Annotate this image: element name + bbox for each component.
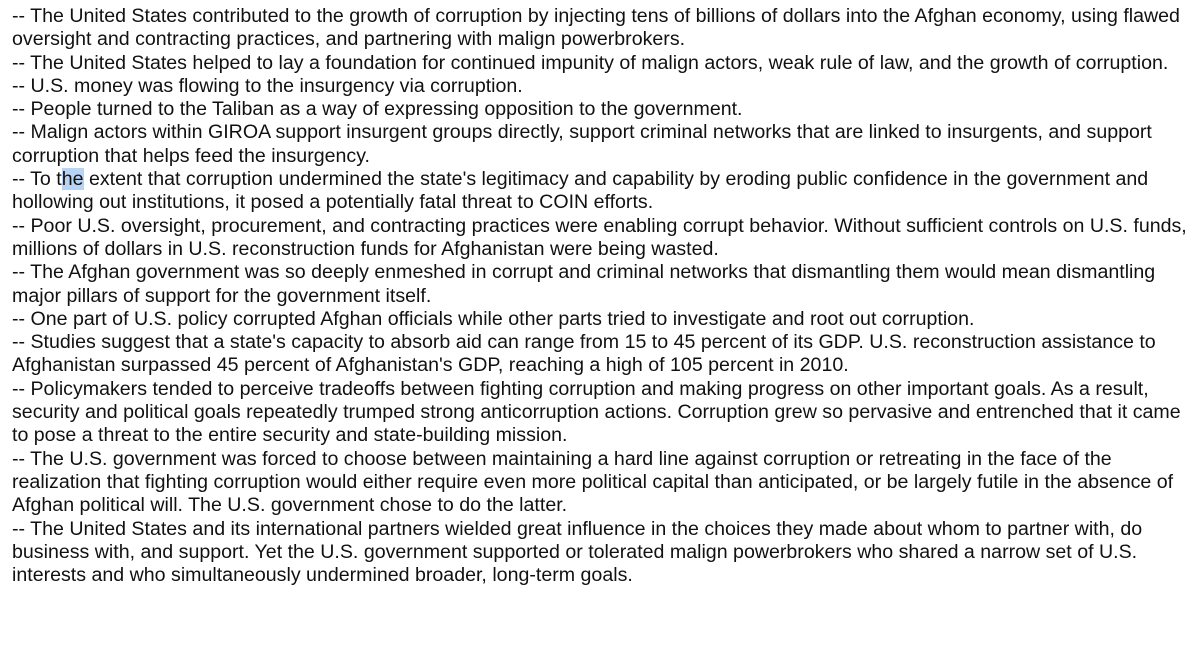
finding-item: -- The United States helped to lay a foundation for continued impunity of malign actors, weak rule of law, and the growth of corruption.: [12, 51, 1169, 74]
finding-item: -- Poor U.S. oversight, procurement, and contracting practices were enabling corrupt behavior. Without sufficient controls on U.S. funds, millions of dollars in U.S. reconstruction funds for Afghanistan were being wasted.: [12, 214, 1187, 260]
finding-item: -- The United States and its international partners wielded great influence in the choices they made about whom to partner with, do business with, and support. Yet the U.S. government supported or tolerated malign powerbrokers who shared a narrow set of U.S. interests and who simultaneously undermined broader, long-term goals.: [12, 517, 1143, 587]
text-selection-highlight[interactable]: he: [61, 168, 84, 191]
finding-item: -- One part of U.S. policy corrupted Afghan officials while other parts tried to investigate and root out corruption.: [12, 307, 975, 330]
finding-item-with-selection: [12, 168, 1192, 215]
document-text-body[interactable]: [12, 5, 1192, 587]
finding-item: -- The United States contributed to the growth of corruption by injecting tens of billions of dollars into the Afghan economy, using flawed oversight and contracting practices, and partnering with malign powerbrokers.: [12, 5, 1180, 51]
finding-item: -- The Afghan government was so deeply enmeshed in corrupt and criminal networks that dismantling them would mean dismantling major pillars of support for the government itself.: [12, 261, 1156, 307]
finding-item: -- The U.S. government was forced to choose between maintaining a hard line against corruption or retreating in the face of the realization that fighting corruption would either require even more political capital than anticipated, or be largely futile in the absence of Afghan political will. The U.S. government chose to do the latter.: [12, 447, 1174, 517]
finding-item: -- U.S. money was flowing to the insurgency via corruption.: [12, 74, 523, 97]
finding-item: -- Policymakers tended to perceive tradeoffs between fighting corruption and making progress on other important goals. As a result, security and political goals repeatedly trumped strong anticorruption actions. Corruption grew so pervasive and entrenched that it came to pose a threat to the entire security and state-building mission.: [12, 377, 1181, 447]
text-after-selection: extent that corruption undermined the state's legitimacy and capability by eroding public confidence in the government and hollowing out institutions, it posed a potentially fatal threat to COIN efforts.: [12, 168, 1149, 214]
text-before-selection: -- To t: [12, 168, 62, 191]
finding-item: -- Malign actors within GIROA support insurgent groups directly, support criminal networks that are linked to insurgents, and support corruption that helps feed the insurgency.: [12, 121, 1152, 167]
finding-item: -- Studies suggest that a state's capacity to absorb aid can range from 15 to 45 percent of its GDP. U.S. reconstruction assistance to Afghanistan surpassed 45 percent of Afghanistan's GDP, reaching a high of 105 percent in 2010.: [12, 331, 1156, 377]
finding-item: -- People turned to the Taliban as a way of expressing opposition to the government.: [12, 98, 743, 121]
